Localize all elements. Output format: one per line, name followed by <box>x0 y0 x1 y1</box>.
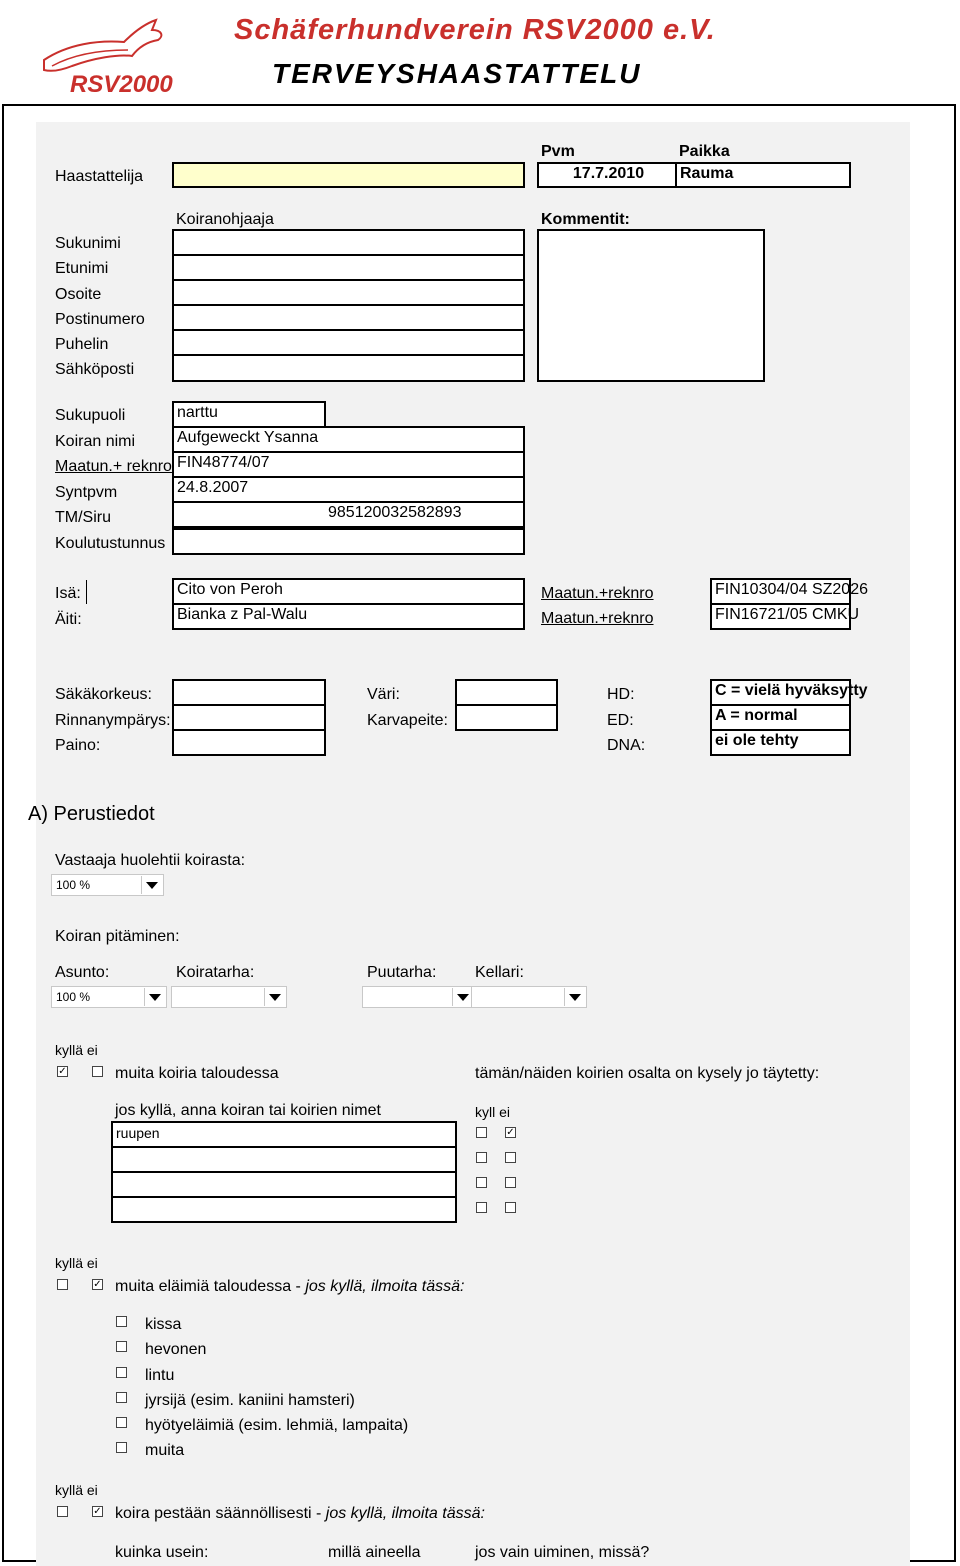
yes-no-label-2: kyllä ei <box>55 1255 98 1271</box>
other-animals-yes-checkbox[interactable] <box>57 1279 68 1290</box>
handler-label-surname: Sukunimi <box>55 235 121 252</box>
handler-label-address: Osoite <box>55 286 102 303</box>
weight-label: Paino: <box>55 737 101 754</box>
postcode-field[interactable] <box>172 304 525 331</box>
hd-label: HD: <box>607 686 635 703</box>
coat-label: Karvapeite: <box>367 712 448 729</box>
handler-label-firstname: Etunimi <box>55 260 109 277</box>
address-field[interactable] <box>172 279 525 306</box>
apartment-select[interactable] <box>51 986 167 1008</box>
dog-name-input-4[interactable] <box>111 1196 457 1223</box>
animal-rodent-label: jyrsijä (esim. kaniini hamsteri) <box>145 1392 355 1409</box>
dog-name-input-2[interactable] <box>111 1146 457 1173</box>
handler-label-email: Sähköposti <box>55 361 135 378</box>
rsv2000-logo <box>38 14 173 100</box>
chest-field[interactable] <box>172 704 326 731</box>
sire-label: Isä: <box>55 585 81 602</box>
sire-reg-field[interactable]: FIN10304/04 SZ2026 <box>710 578 851 605</box>
dam-reg-field[interactable]: FIN16721/05 CMKU <box>710 603 851 630</box>
animal-horse-label: hevonen <box>145 1341 207 1358</box>
date-label: Pvm <box>541 143 575 160</box>
animal-bird-checkbox[interactable] <box>116 1367 127 1378</box>
header <box>2 0 956 106</box>
sire-field[interactable]: Cito von Peroh <box>172 578 525 605</box>
comments-label: Kommentit: <box>541 211 630 228</box>
page-title: Schäferhundverein RSV2000 e.V. <box>234 14 716 46</box>
dog-2-done-no-checkbox[interactable] <box>505 1152 516 1163</box>
weight-field[interactable] <box>172 729 326 756</box>
dog-name-label: Koiran nimi <box>55 433 136 450</box>
washed-text: koira pestään säännöllisesti - <box>115 1505 326 1522</box>
height-field[interactable] <box>172 679 326 706</box>
dog-name-input-1[interactable]: ruupen <box>111 1121 457 1148</box>
animal-cat-checkbox[interactable] <box>116 1316 127 1327</box>
dam-reg-label: Maatun.+reknro <box>541 610 654 627</box>
dna-label: DNA: <box>607 737 646 754</box>
reg-field[interactable]: FIN48774/07 <box>172 451 525 478</box>
dam-label: Äiti: <box>55 611 82 628</box>
dog-3-done-no-checkbox[interactable] <box>505 1177 516 1188</box>
surname-field[interactable] <box>172 229 525 256</box>
page-subtitle: TERVEYSHAASTATTELU <box>272 58 642 89</box>
dna-field[interactable]: ei ole tehty <box>710 729 851 756</box>
other-animals-hint: jos kyllä, ilmoita tässä: <box>305 1278 465 1295</box>
sex-label: Sukupuoli <box>55 407 126 424</box>
dog-4-done-no-checkbox[interactable] <box>505 1202 516 1213</box>
dog-3-done-yes-checkbox[interactable] <box>476 1177 487 1188</box>
kennel-label: Koiratarha: <box>176 964 255 981</box>
email-field[interactable] <box>172 354 525 382</box>
washed-hint: jos kyllä, ilmoita tässä: <box>325 1505 485 1522</box>
training-label: Koulutustunnus <box>55 535 166 552</box>
sex-field[interactable]: narttu <box>172 401 326 428</box>
chevron-down-icon[interactable] <box>141 876 162 894</box>
animal-other-checkbox[interactable] <box>116 1442 127 1453</box>
comments-field[interactable] <box>537 229 765 382</box>
washed-label <box>115 1505 485 1523</box>
washed-yes-checkbox[interactable] <box>57 1506 68 1517</box>
other-dogs-yes-checkbox[interactable]: ✓ <box>58 1066 67 1077</box>
animal-rodent-checkbox[interactable] <box>116 1392 127 1403</box>
interviewer-field[interactable] <box>172 162 525 188</box>
dog-4-done-yes-checkbox[interactable] <box>476 1202 487 1213</box>
cellar-select[interactable] <box>471 986 587 1008</box>
place-field[interactable]: Rauma <box>675 162 851 188</box>
other-dogs-label: muita koiria taloudessa <box>115 1065 279 1082</box>
keeping-label: Koiran pitäminen: <box>55 928 180 945</box>
handler-label-postcode: Postinumero <box>55 311 145 328</box>
date-field[interactable]: 17.7.2010 <box>537 162 677 188</box>
other-dogs-done-label: tämän/näiden koirien osalta on kysely jo täytetty: <box>475 1065 820 1082</box>
care-select-value: 100 % <box>56 878 91 892</box>
sire-reg-label: Maatun.+reknro <box>541 585 654 602</box>
yes-no-short-label: kyll ei <box>475 1104 511 1120</box>
chevron-down-icon[interactable] <box>144 988 165 1006</box>
reg-label: Maatun.+ reknro <box>55 458 172 475</box>
cellar-label: Kellari: <box>475 964 524 981</box>
interviewer-label: Haastattelija <box>55 168 144 185</box>
chevron-down-icon[interactable] <box>452 988 473 1006</box>
chip-field[interactable]: 985120032582893 <box>172 501 525 528</box>
phone-field[interactable] <box>172 329 525 356</box>
other-animals-label <box>115 1278 464 1296</box>
with-what-label: millä aineella <box>328 1544 421 1561</box>
other-animals-no-checkbox[interactable]: ✓ <box>93 1279 102 1290</box>
chest-label: Rinnanympärys: <box>55 712 171 729</box>
dam-field[interactable]: Bianka z Pal-Walu <box>172 603 525 630</box>
coat-field[interactable] <box>455 704 558 731</box>
other-dogs-no-checkbox[interactable] <box>92 1066 103 1077</box>
training-field[interactable] <box>172 528 525 555</box>
chevron-down-icon[interactable] <box>564 988 585 1006</box>
birth-field[interactable]: 24.8.2007 <box>172 476 525 503</box>
animal-livestock-label: hyötyeläimiä (esim. lehmiä, lampaita) <box>145 1417 409 1434</box>
care-label: Vastaaja huolehtii koirasta: <box>55 852 246 869</box>
chevron-down-icon[interactable] <box>264 988 285 1006</box>
section-a-heading: A) Perustiedot <box>28 803 155 825</box>
other-animals-text: muita eläimiä taloudessa - <box>115 1278 306 1295</box>
apartment-select-value: 100 % <box>56 990 91 1004</box>
firstname-field[interactable] <box>172 254 525 281</box>
color-label: Väri: <box>367 686 400 703</box>
yes-no-label-3: kyllä ei <box>55 1482 98 1498</box>
apartment-label: Asunto: <box>55 964 110 981</box>
care-select[interactable] <box>51 874 164 896</box>
how-often-label: kuinka usein: <box>115 1544 209 1561</box>
dog-name-input-3[interactable] <box>111 1171 457 1198</box>
kennel-select[interactable] <box>171 986 287 1008</box>
cursor-mark <box>86 580 87 604</box>
place-label: Paikka <box>679 143 730 160</box>
birth-label: Syntpvm <box>55 484 118 501</box>
dog-name-field[interactable]: Aufgeweckt Ysanna <box>172 426 525 453</box>
dog-1-done-yes-checkbox[interactable] <box>476 1127 487 1138</box>
height-label: Säkäkorkeus: <box>55 686 152 703</box>
hd-field[interactable]: C = vielä hyväksytty <box>710 679 851 706</box>
chip-label: TM/Siru <box>55 509 111 526</box>
animal-bird-label: lintu <box>145 1367 175 1384</box>
yes-no-label: kyllä ei <box>55 1042 98 1058</box>
animal-horse-checkbox[interactable] <box>116 1341 127 1352</box>
garden-label: Puutarha: <box>367 964 437 981</box>
color-field[interactable] <box>455 679 558 706</box>
ed-label: ED: <box>607 712 634 729</box>
ed-field[interactable]: A = normal <box>710 704 851 731</box>
handler-heading: Koiranohjaaja <box>176 211 274 228</box>
animal-livestock-checkbox[interactable] <box>116 1417 127 1428</box>
handler-label-phone: Puhelin <box>55 336 109 353</box>
dog-1-done-no-checkbox[interactable]: ✓ <box>506 1127 515 1138</box>
garden-select[interactable] <box>362 986 475 1008</box>
animal-other-label: muita <box>145 1442 185 1459</box>
logo-text: RSV2000 <box>70 71 173 98</box>
dog-names-label: jos kyllä, anna koiran tai koirien nimet <box>115 1102 381 1119</box>
dog-2-done-yes-checkbox[interactable] <box>476 1152 487 1163</box>
swim-label: jos vain uiminen, missä? <box>475 1544 650 1561</box>
washed-no-checkbox[interactable]: ✓ <box>93 1506 102 1517</box>
animal-cat-label: kissa <box>145 1316 182 1333</box>
